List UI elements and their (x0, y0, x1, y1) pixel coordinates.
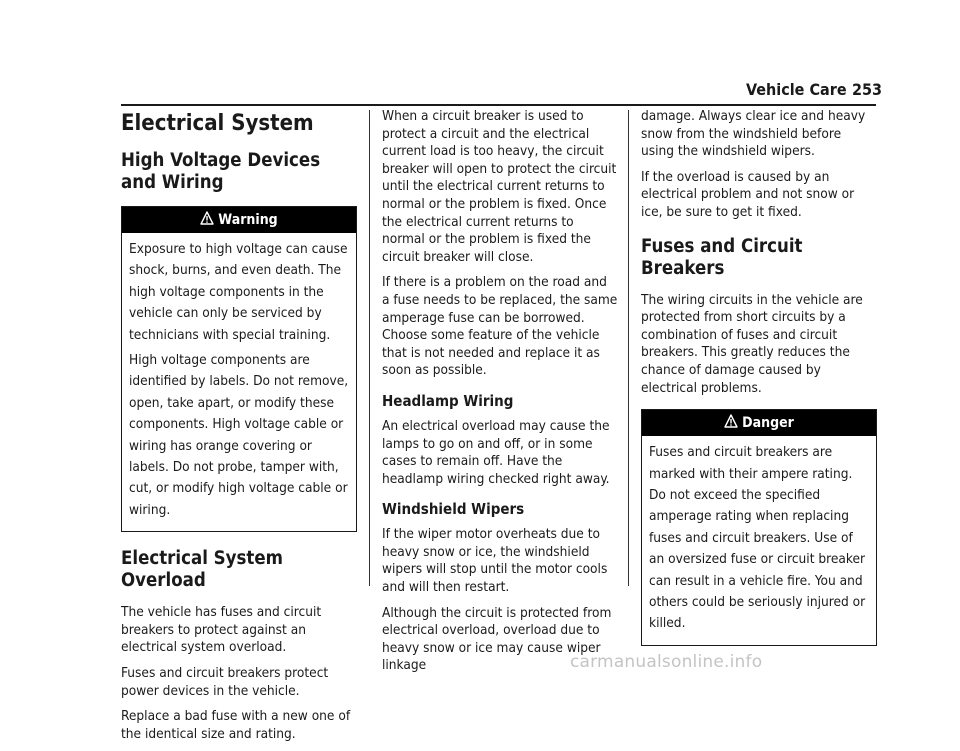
heading-overload: Electrical System Overload (121, 548, 284, 592)
page-number: 253 (852, 80, 883, 99)
heading-high-voltage: High Voltage Devices and Wiring (121, 150, 321, 193)
paragraph: The vehicle has fuses and circuit breakers to protect against an electrical system overload. (121, 604, 322, 656)
column-divider (628, 110, 629, 586)
warning-icon (724, 414, 738, 428)
paragraph: An electrical overload may cause the lamps to go on and off, or in some cases to remain off. Have the headlamp wiring checked right away. (382, 417, 610, 487)
paragraph: Although the circuit is protected from electrical overload, overload due to heavy snow or ice may cause wiper linkage (382, 604, 612, 674)
warning-box-header (122, 207, 356, 233)
paragraph: Fuses and circuit breakers protect power devices in the vehicle. (121, 665, 329, 699)
section-title: Vehicle Care (746, 80, 847, 99)
paragraph: If the wiper motor overheats due to heavy snow or ice, the windshield wipers will stop until the motor cools and will then restart. (382, 526, 608, 596)
column-divider (369, 110, 370, 586)
danger-label: Danger (742, 415, 794, 432)
column-2 (382, 108, 618, 683)
heading-windshield-wipers: Windshield Wipers (382, 500, 525, 519)
heading-fuses: Fuses and Circuit Breakers (641, 235, 803, 279)
warning-box-body (122, 233, 356, 531)
watermark: carmanualsonline.info (570, 652, 763, 672)
warning-text-1: Exposure to high voltage can cause shock, burns, and even death. The high voltage components in the vehicle can only be serviced by technicians with special training. (129, 241, 348, 343)
paragraph: If the overload is caused by an electrical problem and not snow or ice, be sure to get it fixed. (641, 168, 855, 220)
paragraph: Replace a bad fuse with a new one of the identical size and rating. (121, 708, 351, 742)
danger-box-header (642, 410, 876, 436)
column-1 (121, 108, 357, 751)
main-heading: Electrical System (121, 111, 314, 136)
paragraph: damage. Always clear ice and heavy snow from the windshield before using the windshield wipers. (641, 108, 866, 160)
paragraph: If there is a problem on the road and a fuse needs to be replaced, the same amperage fuse can be borrowed. Choose some feature of the vehicle that is not needed and replace it as soon as possible. (382, 274, 618, 379)
warning-text-2: High voltage components are identified by labels. Do not remove, open, take apart, or modify these components. High voltage cable or wiring has orange covering or labels. Do not probe, tamper with, cut, or modify high voltage cable or wiring. (129, 352, 349, 518)
warning-icon (200, 211, 214, 225)
warning-box (121, 206, 357, 532)
page-header (0, 80, 960, 104)
header-rule (121, 104, 876, 106)
paragraph: The wiring circuits in the vehicle are protected from short circuits by a combination of fuses and circuit breakers. This greatly reduces the chance of damage caused by electrical problems. (641, 291, 863, 396)
danger-box (641, 409, 877, 646)
heading-headlamp-wiring: Headlamp Wiring (382, 391, 514, 410)
warning-label: Warning (218, 212, 278, 228)
danger-text: Fuses and circuit breakers are marked with their ampere rating. Do not exceed the specified amperage rating when replacing fuses and circuit breakers. Use of an oversized fuse or circuit breaker can result in a vehicle fire. You and others could be seriously injured or killed. (649, 444, 866, 632)
paragraph: When a circuit breaker is used to protect a circuit and the electrical current load is too heavy, the circuit breaker will open to protect the circuit until the electrical current returns to normal or the problem is fixed. Once the electrical current returns to normal or the problem is fixed the circuit breaker will close. (382, 108, 617, 265)
danger-box-body (642, 436, 876, 645)
column-3 (641, 108, 877, 662)
